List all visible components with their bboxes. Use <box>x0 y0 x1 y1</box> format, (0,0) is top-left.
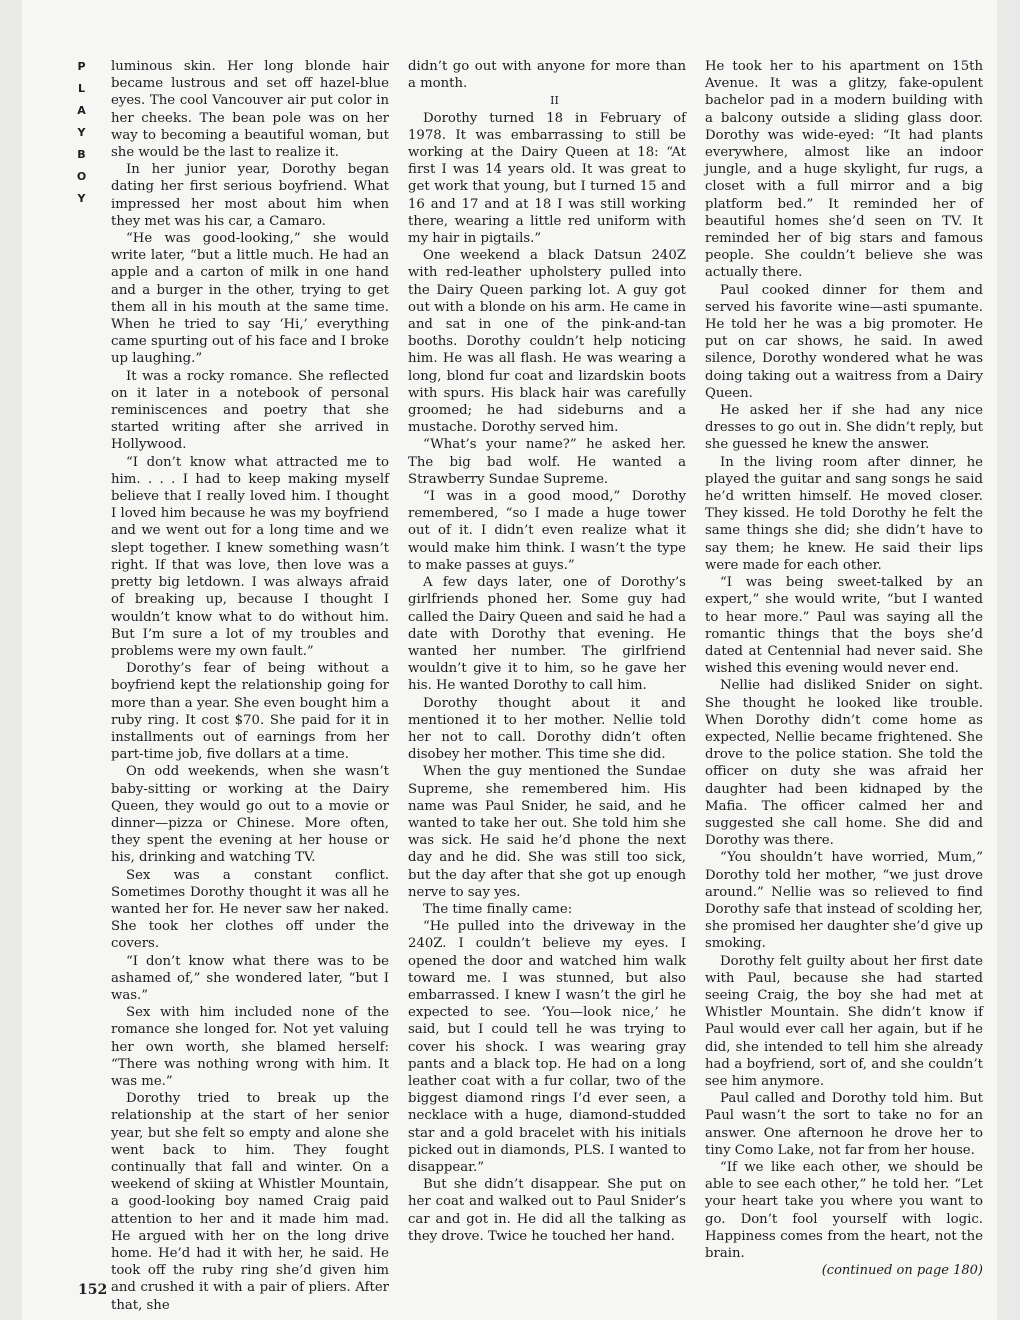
paragraph: Dorothy felt guilty about her first date with Paul, because she had started seeing Craig, the boy she had met at Whistler Mountain. She didn’t know if Paul would ever call her again, but if he did, she intended to tell him she already had a boyfriend, sort of, and she couldn’t see him anymore. <box>705 953 983 1089</box>
paragraph: One weekend a black Datsun 240Z with red-leather upholstery pulled into the Dairy Queen parking lot. A guy got out with a blonde on his arm. He came in and sat in one of the pink-and-tan booths. Dorothy couldn’t help noticing him. He was all flash. He was wearing a long, blond fur coat and lizardskin boots with spurs. His black hair was carefully groomed; he had sideburns and a mustache. Dorothy served him. <box>408 248 686 436</box>
paragraph: He took her to his apartment on 15th Avenue. It was a glitzy, fake-opulent bachelor pad in a modern building with a balcony outside a sliding glass door. Dorothy was wide-eyed: “It had plants everywhere, almost like an indoor jungle, and a huge skylight, fur rugs, a closet with a full mirror and a big platform bed.” It reminded her of beautiful homes she’d seen on TV. It reminded her of big stars and famous people. She couldn’t believe she was actually there. <box>705 59 983 281</box>
paragraph: “I was being sweet-talked by an expert,” she would write, “but I wanted to hear more.” Paul was saying all the romantic things that the boys she’d dated at Centennial had never said. She wished this evening would never end. <box>705 575 983 677</box>
paragraph: It was a rocky romance. She reflected on it later in a notebook of personal reminiscences and poetry that she started writing after she arrived in Hollywood. <box>111 368 389 453</box>
text-column-2 <box>408 58 686 1245</box>
paragraph: He asked her if she had any nice dresses to go out in. She didn’t reply, but she guessed he knew the answer. <box>705 403 983 453</box>
paragraph: “You shouldn’t have worried, Mum,” Dorothy told her mother, “we just drove around.” Nellie was so relieved to find Dorothy safe that instead of scolding her, she promised her daughter she’d give up smoking. <box>705 850 983 952</box>
paragraph: Paul cooked dinner for them and served his favorite wine—asti spumante. He told her he was a big promoter. He put on car shows, he said. In awed silence, Dorothy wondered what he was doing taking out a waitress from a Dairy Queen. <box>705 282 983 401</box>
paragraph: When the guy mentioned the Sundae Supreme, she remembered him. His name was Paul Snider, he said, and he wanted to take her out. She told him she was sick. He said he’d phone the next day and he did. She was still too sick, but the day after that she got up enough nerve to say yes. <box>408 764 686 900</box>
paragraph: Dorothy thought about it and mentioned it to her mother. Nellie told her not to call. Dorothy didn’t often disobey her mother. This time she did. <box>408 695 686 763</box>
paragraph: Sex was a constant conflict. Sometimes Dorothy thought it was all he wanted her for. He never saw her naked. She took her clothes off under the covers. <box>111 867 389 952</box>
paragraph: The time finally came: <box>423 901 573 917</box>
paragraph: Sex with him included none of the romance she longed for. Not yet valuing her own worth, she blamed herself: “There was nothing wrong with him. It was me.” <box>111 1005 389 1089</box>
paragraph: Dorothy turned 18 in February of 1978. It was embarrassing to still be working at the Dairy Queen at 18: “At first I was 14 years old. It was great to get work that young, but I turned 15 and 16 and 17 and at 18 I was still working there, wearing a little red uniform with my hair in pigtails.” <box>408 110 686 247</box>
paragraph: On odd weekends, when she wasn’t baby-sitting or working at the Dairy Queen, they would go out to a movie or dinner—pizza or Chinese. More often, they spent the evening at her house or his, drinking and watching TV. <box>111 764 389 866</box>
paragraph: “I don’t know what attracted me to him. . . . I had to keep making myself believe that I really loved him. I thought I loved him because he was my boyfriend and we went out for a long time and we slept together. I knew something wasn’t right. If that was love, then love was a pretty big letdown. I was always afraid of breaking up, because I thought I wouldn’t know what to do without him. But I’m sure a lot of my troubles and problems were my own fault.” <box>111 454 389 659</box>
paragraph: But she didn’t disappear. She put on her coat and walked out to Paul Snider’s car and got in. He did all the talking as they drove. Twice he touched her hand. <box>408 1177 686 1244</box>
paragraph: “I don’t know what there was to be ashamed of,” she wondered later, “but I was.” <box>111 953 389 1003</box>
text-column-3 <box>705 58 983 1279</box>
magazine-masthead: PLAYBOY <box>75 60 88 214</box>
paragraph: “What’s your name?” he asked her. The big bad wolf. He wanted a Strawberry Sundae Supreme. <box>408 437 686 487</box>
paragraph: Dorothy tried to break up the relationship at the start of her senior year, but she felt so empty and alone she went back to him. They fought continually that fall and winter. On a weekend of skiing at Whistler Mountain, a good-looking boy named Craig paid attention to her and it made him mad. He argued with her on the long drive home. He’d had it with her, he said. He took off the ruby ring she’d given him and crushed it with a pair of pliers. After that, she <box>111 1091 389 1313</box>
paragraph: “He was good-looking,” she would write later, “but a little much. He had an apple and a carton of milk in one hand and a burger in the other, trying to get them all in his mouth at the same time. When he tried to say ‘Hi,’ everything came spurting out of his face and I broke up laughing.” <box>111 231 389 367</box>
paragraph: Paul called and Dorothy told him. But Paul wasn’t the sort to take no for an answer. One afternoon he drove her to tiny Como Lake, not far from her house. <box>705 1091 983 1158</box>
continued-note: (continued on page 180) <box>821 1263 983 1279</box>
paragraph: “If we like each other, we should be able to see each other,” he told her. “Let your heart take you where you want to go. Don’t fool yourself with logic. Happiness comes from the heart, not the brain. <box>705 1160 983 1262</box>
paragraph: didn’t go out with anyone for more than a month. <box>408 59 686 92</box>
paragraph: Dorothy’s fear of being without a boyfriend kept the relationship going for more than a year. She even bought him a ruby ring. It cost $70. She paid for it in installments out of earnings from her part-time job, five dollars at a time. <box>111 661 389 763</box>
paragraph: In the living room after dinner, he played the guitar and sang songs he said he’d written himself. He moved closer. They kissed. He told Dorothy he felt the same things she did; she didn’t have to say them; he knew. He said their lips were made for each other. <box>705 454 983 573</box>
paragraph: In her junior year, Dorothy began dating her first serious boyfriend. What impressed her most about him when they met was his car, a Camaro. <box>111 162 389 229</box>
paragraph: Nellie had disliked Snider on sight. She thought he looked like trouble. When Dorothy didn’t come home as expected, Nellie became frightened. She drove to the police station. She told the officer on duty she was afraid her daughter had been kidnaped by the Mafia. The officer calmed her and suggested she call home. She did and Dorothy was there. <box>705 678 983 849</box>
page-number: 152 <box>78 1282 108 1298</box>
paragraph: “I was in a good mood,” Dorothy remembered, “so I made a huge tower out of it. I didn’t even realize what it would make him think. I wasn’t the type to make passes at guys.” <box>408 489 686 573</box>
section-number: II <box>550 94 559 108</box>
paragraph: A few days later, one of Dorothy’s girlfriends phoned her. Some guy had called the Dairy Queen and said he had a date with Dorothy that evening. He wanted her number. The girlfriend wouldn’t give it to him, so he gave her his. He wanted Dorothy to call him. <box>408 575 686 694</box>
paragraph: “He pulled into the driveway in the 240Z. I couldn’t believe my eyes. I opened the door and watched him walk toward me. I was stunned, but also embarrassed. I knew I wasn’t the girl he expected to see. ‘You—look nice,’ he said, but I could tell he was trying to cover his shock. I was wearing gray pants and a black top. He had on a long leather coat with a fur collar, two of the biggest diamond rings I’d ever seen, a necklace with a huge, diamond-studded star and a gold bracelet with his initials picked out in diamonds, PLS. I wanted to disappear.” <box>408 919 686 1175</box>
magazine-page <box>22 0 997 1320</box>
paragraph: luminous skin. Her long blonde hair became lustrous and set off hazel-blue eyes. The cool Vancouver air put color in her cheeks. The bean pole was on her way to becoming a beautiful woman, but she would be the last to realize it. <box>111 59 389 161</box>
text-column-1 <box>111 58 389 1314</box>
